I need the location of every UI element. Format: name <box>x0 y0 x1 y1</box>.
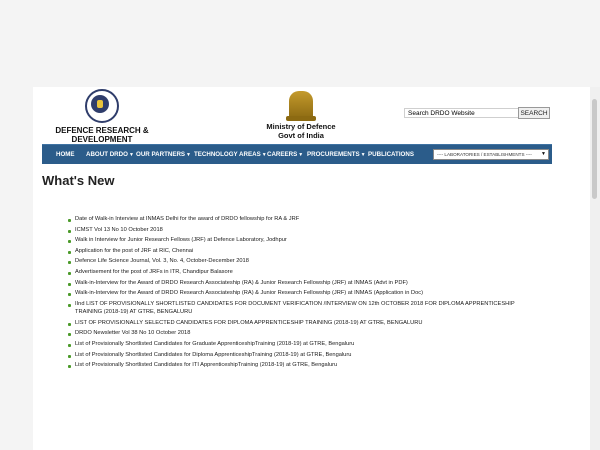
national-emblem-icon <box>289 91 313 119</box>
list-item[interactable] <box>68 340 538 348</box>
caret-down-icon: ▼ <box>186 152 191 158</box>
list-item[interactable] <box>68 215 538 223</box>
list-item[interactable] <box>68 329 538 337</box>
list-item[interactable] <box>68 268 538 276</box>
list-item[interactable] <box>68 300 538 317</box>
news-link[interactable]: DRDO Newsletter Vol 38 No 10 October 2018 <box>75 330 191 337</box>
main-nav <box>42 144 552 164</box>
list-item[interactable] <box>68 361 538 369</box>
site-header <box>33 87 590 145</box>
nav-about-drdo-label: ABOUT DRDO <box>86 151 128 158</box>
nav-publications-label: PUBLICATIONS <box>368 151 414 158</box>
list-item[interactable] <box>68 289 538 297</box>
chevron-down-icon: ▼ <box>541 151 546 157</box>
news-link[interactable]: ICMST Vol 13 No 10 October 2018 <box>75 226 163 233</box>
caret-down-icon: ▼ <box>128 152 134 158</box>
bullet-icon <box>68 365 71 368</box>
nav-careers-label: CAREERS <box>267 151 298 158</box>
bullet-icon <box>68 240 71 243</box>
labs-select[interactable] <box>433 149 549 160</box>
news-link[interactable]: Walk in Interview for Junior Research Fellows (JRF) at Defence Laboratory, Jodhpur <box>75 237 287 244</box>
list-item[interactable] <box>68 257 538 265</box>
page-container <box>33 87 590 450</box>
bullet-icon <box>68 230 71 233</box>
nav-home-label: HOME <box>56 151 75 158</box>
news-link[interactable]: Application for the post of JRF at RIC, Chennai <box>75 247 194 254</box>
news-link[interactable]: List of Provisionally Shortlisted Candidates for ITI ApprenticeshipTraining (2018-19) at GTRE, Bengaluru <box>75 362 338 369</box>
bullet-icon <box>68 344 71 347</box>
nav-technology-areas[interactable] <box>194 145 267 164</box>
list-item[interactable] <box>68 247 538 255</box>
nav-our-partners-label: OUR PARTNERS <box>136 151 186 158</box>
nav-procurements-label: PROCUREMENTS <box>307 151 360 158</box>
news-link[interactable]: LIST OF PROVISIONALLY SELECTED CANDIDATES FOR DIPLOMA APPRENTICESHIP TRAINING (2018-19) AT GTRE, BENGALURU <box>75 319 423 326</box>
news-link[interactable]: Walk-in-Interview for the Award of DRDO Research Associateship (RA) & Junior Research Fellowship (JRF) at INMAS (Application in Doc) <box>75 290 424 297</box>
org-name-line1: DEFENCE RESEARCH & <box>55 126 149 135</box>
nav-procurements[interactable] <box>307 145 366 164</box>
list-item[interactable] <box>68 236 538 244</box>
page-scrollbar[interactable] <box>590 87 600 450</box>
news-link[interactable]: Walk-in-Interview for the Award of DRDO Research Associateship (RA) & Junior Research Fellowship (JRF) at INMAS (Advt in PDF) <box>75 279 408 286</box>
list-item[interactable] <box>68 279 538 287</box>
news-link[interactable]: Advertisement for the post of JRFs in ITR, Chandipur Balasore <box>75 268 233 275</box>
nav-careers[interactable] <box>267 145 303 164</box>
ministry-line1: Ministry of Defence <box>266 122 336 131</box>
caret-down-icon: ▼ <box>261 152 267 158</box>
bullet-icon <box>68 304 71 307</box>
news-link[interactable]: List of Provisionally Shortlisted Candidates for Diploma ApprenticeshipTraining (2018-19) at GTRE, Bengaluru <box>75 351 352 358</box>
labs-select-value: ---- LABORATORIES / ESTABLISHMENTS ---- <box>437 152 532 157</box>
bullet-icon <box>68 261 71 264</box>
nav-our-partners[interactable] <box>136 145 191 164</box>
news-link[interactable]: Defence Life Science Journal, Vol. 3, No. 4, October-December 2018 <box>75 258 249 265</box>
bullet-icon <box>68 272 71 275</box>
caret-down-icon: ▼ <box>360 152 366 158</box>
ministry-logo[interactable] <box>261 91 341 140</box>
bullet-icon <box>68 283 71 286</box>
news-list <box>68 215 538 372</box>
list-item[interactable] <box>68 319 538 327</box>
page-title: What's New <box>42 173 115 188</box>
news-link[interactable]: IInd LIST OF PROVISIONALLY SHORTLISTED CANDIDATES FOR DOCUMENT VERIFICATION /INTERVIEW ON 12th OCTOBER 2018 FOR DIPLOMA APPRENTICESHIP TRAINING (2018-19) AT GTRE, BENGALURU <box>75 300 515 316</box>
bullet-icon <box>68 333 71 336</box>
org-name-line2: DEVELOPMENT <box>71 135 133 144</box>
search-button[interactable]: SEARCH <box>518 107 550 119</box>
drdo-emblem-icon <box>85 89 119 123</box>
list-item[interactable] <box>68 351 538 359</box>
ministry-name <box>261 123 341 140</box>
scrollbar-thumb[interactable] <box>592 99 597 199</box>
bullet-icon <box>68 323 71 326</box>
nav-home[interactable] <box>56 145 75 164</box>
news-link[interactable]: Date of Walk-in Interview at INMAS Delhi for the award of DRDO fellowship for RA & JRF <box>75 216 300 222</box>
bullet-icon <box>68 355 71 358</box>
nav-technology-areas-label: TECHNOLOGY AREAS <box>194 151 261 158</box>
list-item[interactable] <box>68 226 538 234</box>
bullet-icon <box>68 293 71 296</box>
ministry-line2: Govt of India <box>278 130 324 140</box>
nav-about-drdo[interactable] <box>86 145 134 164</box>
nav-publications[interactable] <box>368 145 414 164</box>
bullet-icon <box>68 251 71 254</box>
caret-down-icon: ▼ <box>298 152 304 158</box>
news-link[interactable]: List of Provisionally Shortlisted Candidates for Graduate ApprenticeshipTraining (2018-19) at GTRE, Bengaluru <box>75 340 355 347</box>
bullet-icon <box>68 219 71 222</box>
